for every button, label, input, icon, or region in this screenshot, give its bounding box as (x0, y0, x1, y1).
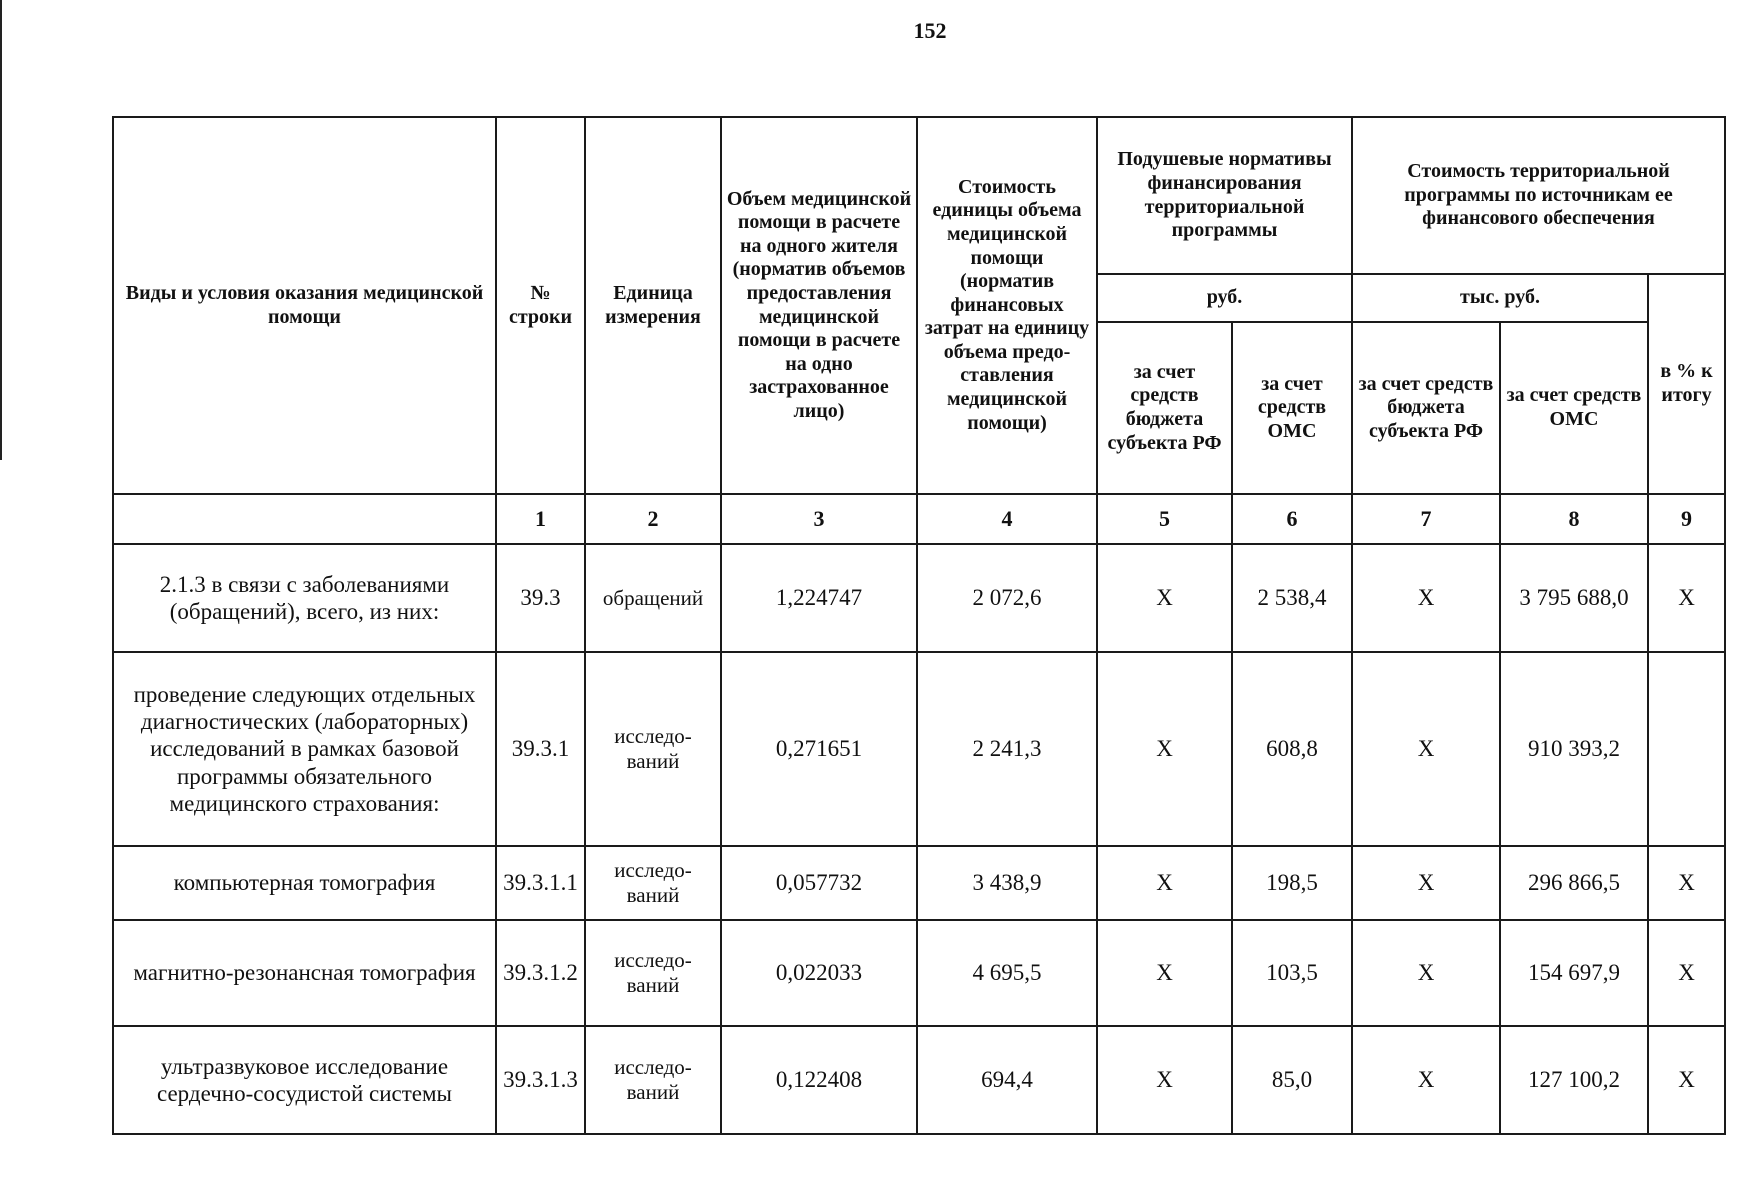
column-number: 9 (1648, 494, 1725, 544)
column-number: 6 (1232, 494, 1352, 544)
table-row (113, 920, 1725, 1026)
cell-budget-total: X (1352, 1026, 1500, 1134)
cell-budget-total: X (1352, 652, 1500, 846)
cell-budget-total: X (1352, 544, 1500, 652)
cell-name: магнитно-резонансная томография (113, 920, 496, 1026)
page-number: 152 (913, 18, 947, 43)
cell-percent: X (1648, 920, 1725, 1026)
cell-percent (1648, 652, 1725, 846)
column-number: 1 (496, 494, 585, 544)
cell-name: ультразвуковое исследование сердечно-сосудистой системы (113, 1026, 496, 1134)
financing-table (112, 116, 1726, 1135)
cell-volume: 0,022033 (721, 920, 917, 1026)
cell-oms-total: 3 795 688,0 (1500, 544, 1648, 652)
column-number: 3 (721, 494, 917, 544)
cell-cost: 4 695,5 (917, 920, 1097, 1026)
cell-name: проведение следующих отдельных диагностических (лабораторных) исследований в рамках базовой программы обязательного медицинского страхования: (113, 652, 496, 846)
header-unit: Единица измерения (585, 117, 721, 494)
header-unit-rub: руб. (1097, 274, 1352, 322)
cell-budget-per-capita: X (1097, 1026, 1232, 1134)
cell-budget-total: X (1352, 846, 1500, 920)
header-budget-per-capita: за счет средств бюджета субъекта РФ (1097, 322, 1232, 494)
column-number: 7 (1352, 494, 1500, 544)
header-row-no: № строки (496, 117, 585, 494)
cell-oms-total: 910 393,2 (1500, 652, 1648, 846)
header-budget-total: за счет средств бюджета субъекта РФ (1352, 322, 1500, 494)
cell-unit: исследо-ваний (585, 1026, 721, 1134)
header-row-1 (113, 117, 1725, 274)
cell-oms-per-capita: 608,8 (1232, 652, 1352, 846)
cell-volume: 0,122408 (721, 1026, 917, 1134)
column-number (113, 494, 496, 544)
cell-percent: X (1648, 544, 1725, 652)
header-oms-per-capita: за счет средств ОМС (1232, 322, 1352, 494)
cell-oms-per-capita: 2 538,4 (1232, 544, 1352, 652)
column-number: 8 (1500, 494, 1648, 544)
header-unit-thous-rub: тыс. руб. (1352, 274, 1648, 322)
column-number: 2 (585, 494, 721, 544)
cell-row-no: 39.3.1.3 (496, 1026, 585, 1134)
cell-cost: 2 072,6 (917, 544, 1097, 652)
cell-budget-per-capita: X (1097, 920, 1232, 1026)
cell-unit: исследо-ваний (585, 846, 721, 920)
cell-oms-per-capita: 85,0 (1232, 1026, 1352, 1134)
cell-oms-per-capita: 103,5 (1232, 920, 1352, 1026)
cell-oms-total: 127 100,2 (1500, 1026, 1648, 1134)
table-row (113, 652, 1725, 846)
cell-budget-per-capita: X (1097, 544, 1232, 652)
page-edge-line (0, 0, 2, 460)
cell-budget-per-capita: X (1097, 846, 1232, 920)
cell-unit: исследо-ваний (585, 920, 721, 1026)
table-row (113, 544, 1725, 652)
header-type: Виды и условия оказания медицинской помощи (113, 117, 496, 494)
header-group-per-capita: Подушевые нормативы финансирования территориальной программы (1097, 117, 1352, 274)
cell-percent: X (1648, 846, 1725, 920)
header-percent: в % к итогу (1648, 274, 1725, 494)
cell-volume: 0,057732 (721, 846, 917, 920)
cell-budget-total: X (1352, 920, 1500, 1026)
cell-name: 2.1.3 в связи с заболеваниями (обращений), всего, из них: (113, 544, 496, 652)
cell-oms-per-capita: 198,5 (1232, 846, 1352, 920)
cell-name: компьютерная томография (113, 846, 496, 920)
cell-cost: 3 438,9 (917, 846, 1097, 920)
header-oms-total: за счет средств ОМС (1500, 322, 1648, 494)
cell-budget-per-capita: X (1097, 652, 1232, 846)
cell-percent: X (1648, 1026, 1725, 1134)
cell-cost: 2 241,3 (917, 652, 1097, 846)
cell-row-no: 39.3.1 (496, 652, 585, 846)
column-number: 5 (1097, 494, 1232, 544)
cell-oms-total: 154 697,9 (1500, 920, 1648, 1026)
table-row (113, 1026, 1725, 1134)
header-cost: Стоимость единицы объема медицинской помощи (норматив финансовых затрат на единицу объема предо-ставления медицинской помощи) (917, 117, 1097, 494)
cell-volume: 1,224747 (721, 544, 917, 652)
cell-row-no: 39.3.1.2 (496, 920, 585, 1026)
header-volume: Объем медицинской помощи в расчете на одного жителя (норматив объемов предоставления медицинской помощи в расчете на одно застрахованное лицо) (721, 117, 917, 494)
cell-unit: исследо-ваний (585, 652, 721, 846)
cell-row-no: 39.3 (496, 544, 585, 652)
cell-cost: 694,4 (917, 1026, 1097, 1134)
header-group-total-cost: Стоимость территориальной программы по источникам ее финансового обеспечения (1352, 117, 1725, 274)
cell-unit: обращений (585, 544, 721, 652)
cell-oms-total: 296 866,5 (1500, 846, 1648, 920)
table-row (113, 846, 1725, 920)
column-number: 4 (917, 494, 1097, 544)
column-numbers-row (113, 494, 1725, 544)
cell-row-no: 39.3.1.1 (496, 846, 585, 920)
cell-volume: 0,271651 (721, 652, 917, 846)
